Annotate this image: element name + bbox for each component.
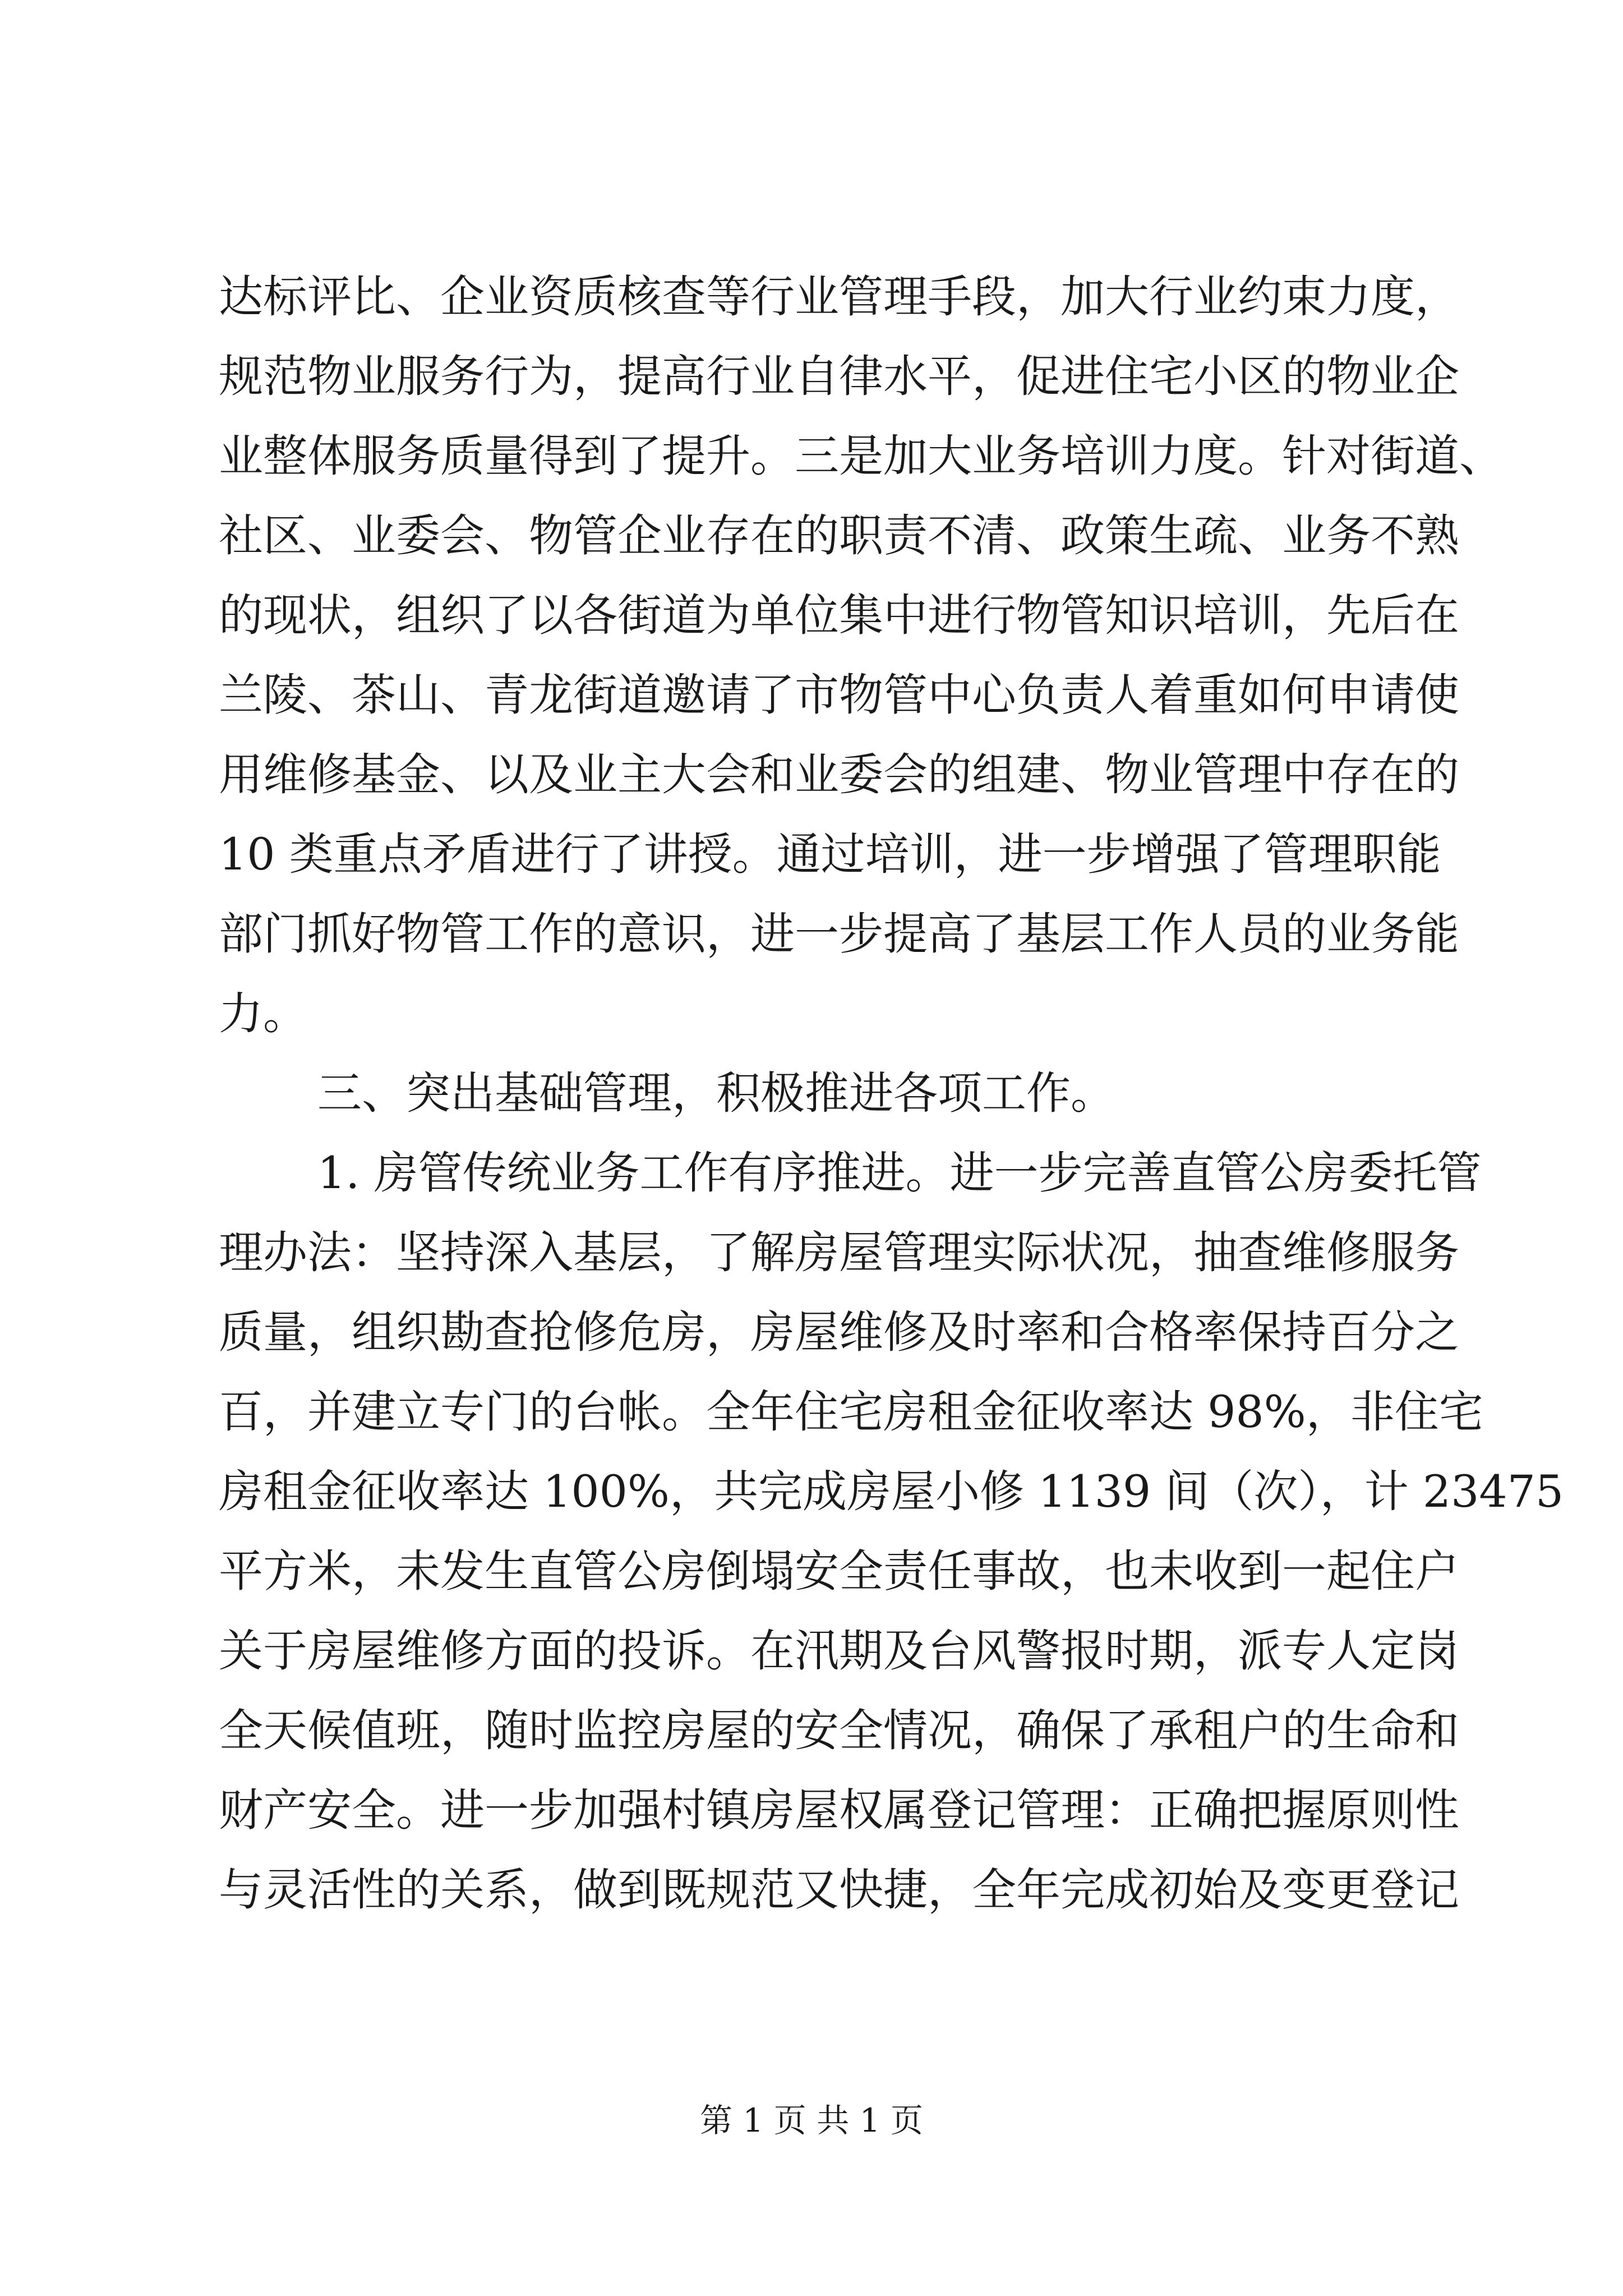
text-line: 百，并建立专门的台帐。全年住宅房租金征收率达 98%，非住宅 [219, 1386, 1483, 1438]
text-line: 的现状，组织了以各街道为单位集中进行物管知识培训，先后在 [219, 590, 1459, 641]
text-line: 规范物业服务行为，提高行业自律水平，促进住宅小区的物业企 [219, 351, 1459, 402]
text-line: 社区、业委会、物管企业存在的职责不清、政策生疏、业务不熟 [219, 510, 1459, 562]
page-footer: 第 1 页 共 1 页 [700, 2101, 923, 2139]
text-line: 1. 房管传统业务工作有序推进。进一步完善直管公房委托管 [317, 1147, 1482, 1199]
document-body [219, 257, 1564, 1930]
text-line: 部门抓好物管工作的意识，进一步提高了基层工作人员的业务能 [219, 908, 1459, 960]
text-line: 业整体服务质量得到了提升。三是加大业务培训力度。针对街道、 [219, 430, 1504, 482]
text-line: 全天候值班，随时监控房屋的安全情况，确保了承租户的生命和 [219, 1705, 1459, 1756]
text-line: 10 类重点矛盾进行了讲授。通过培训，进一步增强了管理职能 [219, 829, 1441, 880]
text-line: 平方米，未发生直管公房倒塌安全责任事故，也未收到一起住户 [219, 1545, 1459, 1597]
text-line: 理办法：坚持深入基层，了解房屋管理实际状况，抽查维修服务 [219, 1227, 1459, 1278]
text-line: 房租金征收率达 100%，共完成房屋小修 1139 间（次），计 23475 [219, 1466, 1564, 1517]
text-line: 达标评比、企业资质核查等行业管理手段，加大行业约束力度， [219, 271, 1459, 323]
text-line: 关于房屋维修方面的投诉。在汛期及台风警报时期，派专人定岗 [219, 1625, 1459, 1677]
text-line: 质量，组织勘查抢修危房，房屋维修及时率和合格率保持百分之 [219, 1306, 1459, 1358]
text-line: 兰陵、茶山、青龙街道邀请了市物管中心负责人着重如何申请使 [219, 669, 1459, 721]
section-heading: 三、突出基础管理，积极推进各项工作。 [317, 1068, 1115, 1119]
text-line: 与灵活性的关系，做到既规范又快捷，全年完成初始及变更登记 [219, 1864, 1459, 1916]
text-line: 财产安全。进一步加强村镇房屋权属登记管理：正确把握原则性 [219, 1784, 1459, 1836]
text-line: 力。 [219, 988, 307, 1039]
text-line: 用维修基金、以及业主大会和业委会的组建、物业管理中存在的 [219, 749, 1459, 800]
